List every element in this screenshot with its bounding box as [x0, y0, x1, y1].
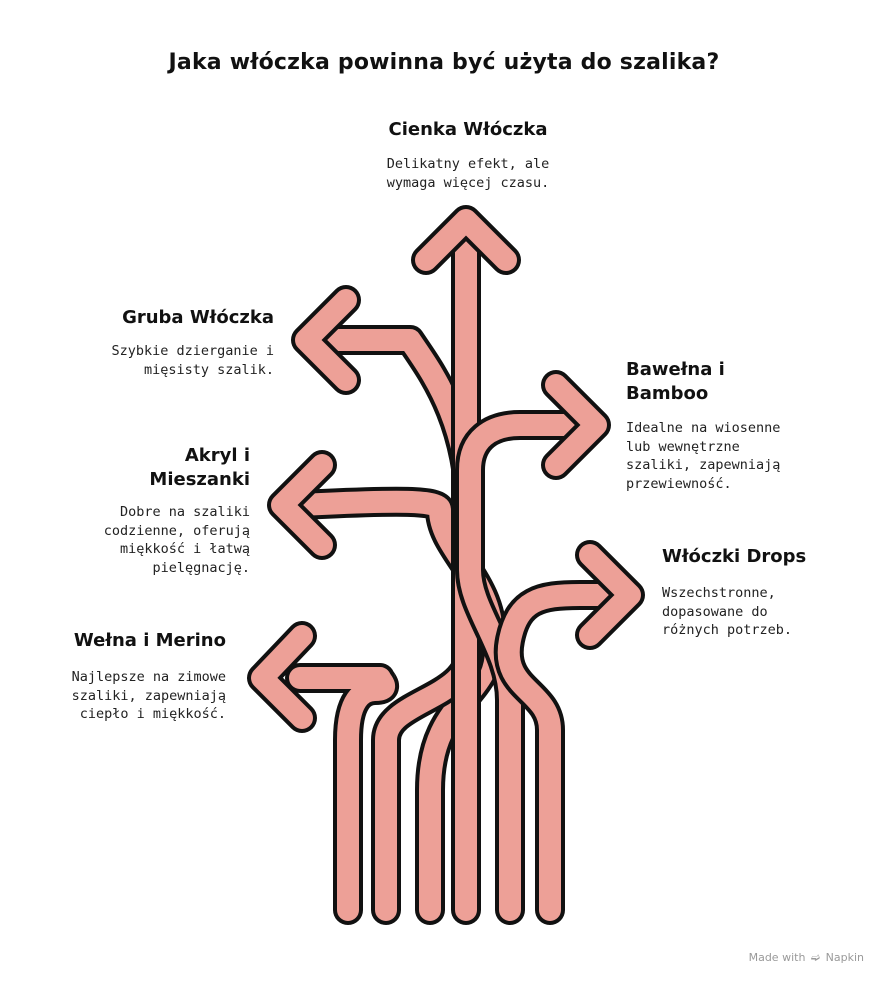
- footer-credit: [749, 951, 864, 964]
- option-title-cienka: Cienka Włóczka: [388, 119, 548, 140]
- option-title-akryl: Akryl i Mieszanki: [149, 445, 250, 490]
- footer-brand: Napkin: [825, 951, 864, 964]
- option-desc-akryl: Dobre na szaliki codzienne, oferują miękkość i łatwą pielęgnację.: [103, 504, 250, 576]
- option-title-welna: Wełna i Merino: [73, 630, 226, 651]
- option-desc-cienka: Delikatny efekt, ale wymaga więcej czasu.: [386, 156, 550, 191]
- option-title-bawelna: Bawełna i Bamboo: [626, 359, 725, 404]
- footer-made-with: Made with: [748, 951, 806, 964]
- arrow-gruba: [306, 300, 470, 910]
- arrow-drops: [509, 555, 630, 910]
- napkin-logo-icon: ➫: [810, 951, 821, 964]
- option-title-drops: Włóczki Drops: [662, 546, 807, 567]
- page-title: Jaka włóczka powinna być użyta do szalika?: [168, 50, 720, 75]
- arrow-bawelna: [470, 385, 596, 910]
- option-desc-bawelna: Idealne na wiosenne lub wewnętrzne szaliki, zapewniają przewiewność.: [626, 420, 781, 492]
- option-desc-gruba: Szybkie dzierganie i mięsisty szalik.: [111, 343, 274, 378]
- arrow-welna: [262, 636, 384, 910]
- option-desc-drops: Wszechstronne, dopasowane do różnych potrzeb.: [662, 585, 793, 638]
- option-title-gruba: Gruba Włóczka: [122, 307, 274, 328]
- option-desc-welna: Najlepsze na zimowe szaliki, zapewniają ciepło i miękkość.: [71, 669, 226, 722]
